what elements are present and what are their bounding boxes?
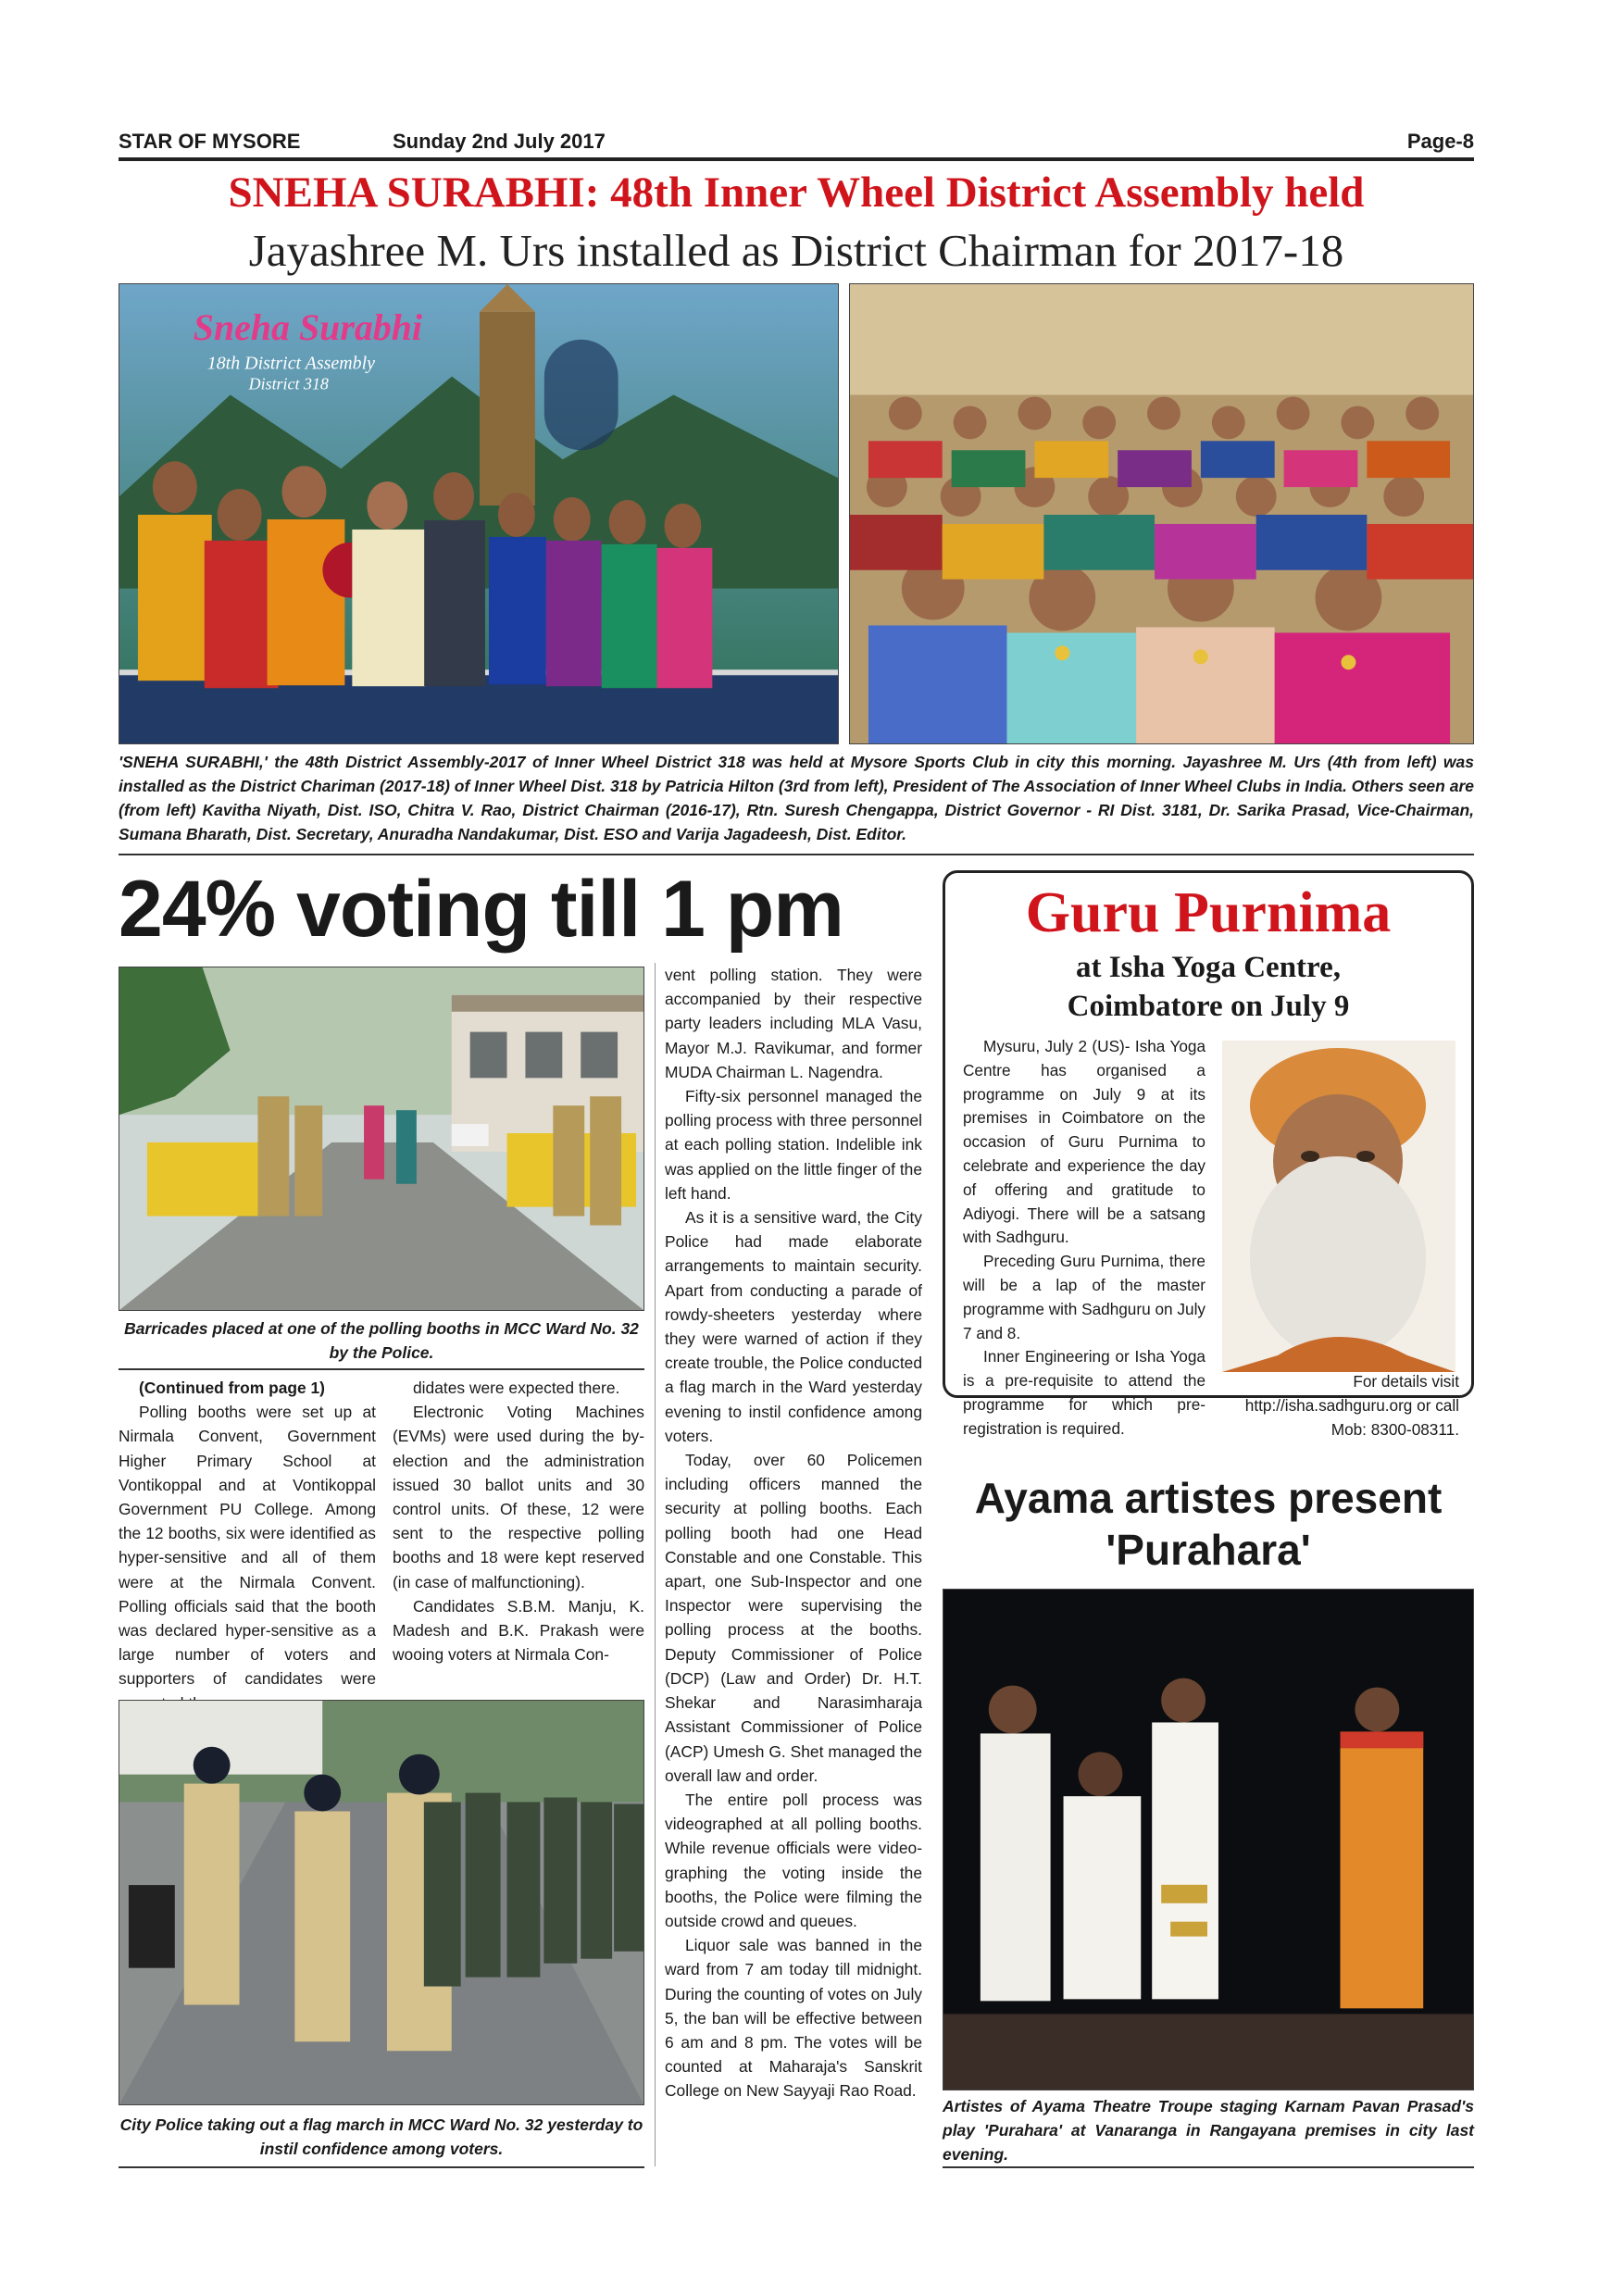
lead-rule: [119, 854, 1474, 855]
voting-paragraph: Electronic Voting Machines (EVMs) were used during the by-election and the administration issued 30 ballot units and 30 control units. Of these, 12 were sent to the respective polling booths and 18 were kept reserved (in case of malfunctioning).: [393, 1403, 644, 1591]
guru-title: Guru Purnima: [1025, 881, 1392, 944]
ayama-headline-1: Ayama artistes present: [974, 1474, 1443, 1522]
voting-paragraph: Candidates S.B.M. Manju, K. Madesh and B.K. Prakash were wooing voters at Nirmala Con-: [393, 1596, 644, 1665]
header-rule: [119, 157, 1474, 161]
guru-contact: For details visit http://isha.sadhguru.org or call Mob: 8300-08311.: [1244, 1372, 1459, 1439]
lead-headline: SNEHA SURABHI: 48th Inner Wheel District Assembly held: [228, 168, 1365, 217]
voting-column-2: [393, 1376, 644, 1666]
flag-march-caption: City Police taking out a flag march in MCC Ward No. 32 yesterday to instil confidence among voters.: [119, 2115, 643, 2158]
banner-subtitle-2: District 318: [248, 374, 329, 393]
banner-title: Sneha Surabhi: [193, 306, 423, 348]
assembly-stage-photo: [119, 283, 839, 744]
page-number: Page-8: [1406, 130, 1474, 153]
ayama-headline-2: 'Purahara': [1106, 1526, 1311, 1574]
voting-paragraph: The entire poll process was videographed at all polling booths. While revenue officials were video-graphing the voting inside the booths, the Police were filming the outside crowd and queues.: [665, 1790, 922, 1930]
guru-subtitle-2: Coimbatore on July 9: [1067, 990, 1350, 1023]
barricades-caption: Barricades placed at one of the polling booths in MCC Ward No. 32 by the Police.: [124, 1319, 639, 1362]
voting-column-1: [119, 1376, 376, 1716]
guru-paragraph: Mysuru, July 2 (US)- Isha Yoga Centre has organised a programme on July 9 at its premises in Coimbatore on the occasion of Guru Purnima to celebrate and experience the day of offering and gratitude to Adiyogi. There will be a satsang with Sadhguru.: [963, 1037, 1206, 1247]
voting-headline: 24% voting till 1 pm: [119, 865, 843, 954]
continued-note: (Continued from page 1): [139, 1379, 325, 1397]
voting-paragraph: Polling booths were set up at Nirmala Convent, Government Higher Primary School at Vontikoppal and at Vontikoppal Government PU College. Among the 12 booths, six were identified as hyper-sensitive and all of them were at the Nirmala Convent. Polling officials said that the booth was declared hyper-sensitive as a large number of voters and supporters of candidates were: [119, 1403, 376, 1689]
lead-caption: 'SNEHA SURABHI,' the 48th District Assembly-2017 of Inner Wheel District 318 was held at Mysore Sports Club in city this morning. Jayashree M. Urs (4th from left) was installed as the District Chariman (2017-18) of Inner Wheel Dist. 318 by Patricia Hilton (3rd from left), President of The Association of Inner Wheel Clubs in India. Others seen are (from left) Kavitha Niyath, Dist. ISO, Chitra V. Rao, District Chairman (2016-17), Rtn. Suresh Chengappa, District Governor - RI Dist. 3181, Dr. Sarika Prasad, Vice-Chairman, Sumana Bharath, Dist. Secretary, Anuradha Nandakumar, Dist. ESO and Varija Jagadeesh, Dist. Editor.: [119, 753, 1474, 843]
barricades-photo: [119, 967, 644, 1311]
page-header: [119, 126, 1474, 157]
voting-paragraph: vent polling station. They were accompanied by their respective party leaders including MLA Vasu, Mayor M.J. Ravikumar, and former MUDA Chairman L. Nagendra.: [665, 966, 922, 1081]
guru-paragraph: Inner Engineering or Isha Yoga is a pre-requisite to attend the programme for which pre-registration is required.: [963, 1347, 1206, 1438]
purahara-play-photo: [943, 1589, 1474, 2090]
guru-column-1: [963, 1035, 1206, 1441]
voting-photo-rule: [119, 1368, 644, 1370]
assembly-audience-photo: [849, 283, 1474, 744]
voting-paragraph: Liquor sale was banned in the ward from 7 am today till midnight. During the counting of votes on July 5, the ban will be effective between 6 am and 8 pm. The votes will be counted at Maharaja's Sanskrit College on New Sayyaji Rao Road.: [665, 1936, 922, 2101]
voting-paragraph: Fifty-six personnel managed the polling process with three personnel at each polling station. Indelible ink was applied on the little finger of the left hand.: [665, 1087, 922, 1203]
voting-paragraph: Today, over 60 Policemen including officers manned the security at polling booths. Each polling booth had one Head Constable and one Constable. This apart, one Sub-Inspector and one Inspector were supervising the polling process at the booths. Deputy Commissioner of Police (DCP) (Law and Order) Dr. H.T. Shekar and Narasimharaja Assistant Commissioner of Police (ACP) Umesh G. Shet managed the overall law and order.: [665, 1451, 922, 1785]
voting-bottom-rule: [119, 2166, 644, 2168]
guru-paragraph: Preceding Guru Purnima, there will be a lap of the master programme with Sadhguru on July 7 and 8.: [963, 1252, 1206, 1342]
voting-paragraph: As it is a sensitive ward, the City Police had made elaborate arrangements to maintain security. Apart from conducting a parade of rowdy-sheeters yesterday where they were warned of action if they create trouble, the Police conducted a flag march in the Ward yesterday evening to instil confidence among voters.: [665, 1208, 922, 1445]
banner-subtitle: 18th District Assembly: [206, 353, 376, 374]
flag-march-photo: [119, 1700, 644, 2105]
voting-column-3: [665, 963, 922, 2103]
issue-date: Sunday 2nd July 2017: [393, 130, 606, 153]
lead-subhead: Jayashree M. Urs installed as District Chairman for 2017-18: [248, 225, 1344, 276]
guru-subtitle-1: at Isha Yoga Centre,: [1076, 951, 1341, 984]
column-divider: [655, 963, 656, 2166]
paper-name: STAR OF MYSORE: [119, 130, 301, 153]
voting-paragraph: didates were expected there.: [413, 1379, 620, 1397]
sadhguru-portrait: [1222, 1041, 1455, 1372]
ayama-caption: Artistes of Ayama Theatre Troupe staging Karnam Pavan Prasad's play 'Purahara' at Vanaranga in Rangayana premises in city last evening.: [943, 2097, 1474, 2164]
ayama-bottom-rule: [943, 2166, 1474, 2168]
